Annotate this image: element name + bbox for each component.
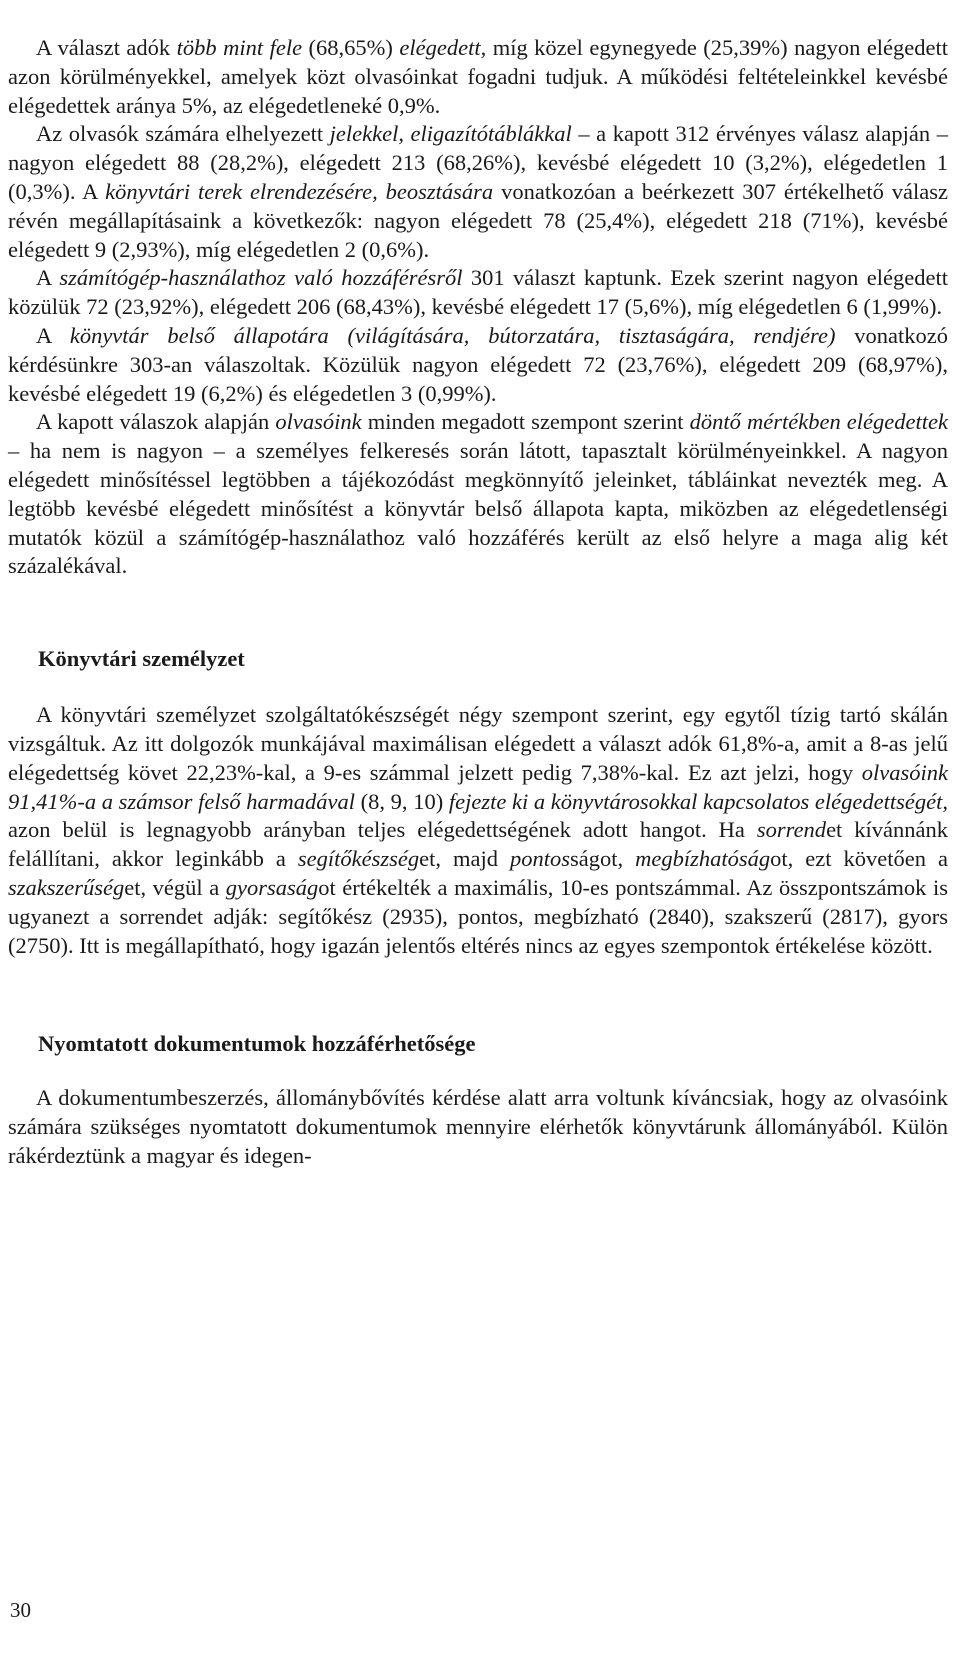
emphasis-text: olvasóink 91,41%-a a számsor felső harmadával	[8, 759, 948, 814]
satisfaction-section	[8, 34, 948, 581]
body-text: et kívánnánk felállítani, akkor leginkább a	[8, 817, 948, 872]
emphasis-text: könyvtár belső állapotára (világítására, bútorzatára, tisztaságára, rendjére)	[69, 322, 836, 348]
body-text: ságot,	[570, 846, 636, 872]
body-text: et, végül a	[124, 874, 226, 900]
body-text: Az olvasók számára elhelyezett	[36, 121, 330, 147]
page-number: 30	[10, 1598, 31, 1622]
body-text: A dokumentumbeszerzés, állománybővítés kérdése alatt arra voltunk kíváncsiak, hogy az olvasóink számára szükséges nyomtatott dokumentumok mennyire elérhetők könyvtárunk állományából. Külön rákérdeztünk a magyar és idegen-	[8, 1085, 948, 1168]
body-text: A könyvtári személyzet szolgáltatókészségét négy szempont szerint, egy egytől tízig tartó skálán vizsgáltuk. Az itt dolgozók munkájával maximálisan elégedett a választ adók 61,8%-a, amit a 8-as jelű elégedettség követ 22,23%-kal, a 9-es számmal jelzett pedig 7,38%-kal. Ez azt jelzi, hogy	[8, 702, 948, 785]
body-text: – a kapott 312 érvényes válasz alapján – nagyon elégedett 88 (28,2%), elégedett 213 (68,26%), kevésbé elégedett 10 (3,2%), elégedetlen 1 (0,3%). A	[8, 121, 948, 204]
emphasis-text: több mint fele	[176, 35, 303, 60]
body-text: et, majd	[419, 846, 510, 872]
body-text: azon belül is legnagyobb arányban teljes elégedettségének adott hangot. Ha	[8, 817, 757, 843]
paragraph-intro	[8, 34, 948, 120]
emphasis-text: pontos	[509, 846, 570, 872]
body-text: ot, ezt követően a	[770, 846, 949, 872]
body-text: A választ adók	[36, 35, 177, 60]
heading-library-staff: Könyvtári személyzet	[38, 646, 245, 672]
emphasis-text: szakszerűség	[8, 874, 125, 900]
paragraph-computer	[8, 264, 948, 322]
body-text: vonatkozó kérdésünkre 303-an válaszoltak. Közülük nagyon elégedett 72 (23,76%), elégedett 209 (68,97%), kevésbé elégedett 19 (6,2%) és elégedetlen 3 (0,99%).	[8, 322, 948, 406]
body-text: A kapott válaszok alapján	[36, 409, 276, 435]
emphasis-text: fejezte ki a könyvtárosokkal kapcsolatos elégedettségét,	[448, 788, 948, 814]
body-text: (8, 9, 10)	[355, 788, 449, 814]
emphasis-text: elégedett,	[399, 35, 487, 60]
emphasis-text: gyorsaság	[225, 874, 319, 900]
body-text: vonatkozóan a beérkezett 307 értékelhető válasz révén megállapításaink a következők: nagyon elégedett 78 (25,4%), elégedett 218 (71%), kevésbé elégedett 9 (2,93%), míg elégedetlen 2 (0,6%).	[8, 178, 948, 262]
paragraph-staff	[8, 701, 948, 960]
paragraph-summary	[8, 408, 948, 581]
emphasis-text: megbízhatóság	[635, 846, 771, 872]
emphasis-text: olvasóink	[275, 409, 362, 435]
emphasis-text: könyvtári terek elrendezésére, beosztására	[105, 178, 494, 204]
documents-section	[8, 1084, 948, 1170]
body-text: minden megadott szempont szerint	[361, 409, 690, 435]
emphasis-text: sorrend	[756, 817, 827, 843]
body-text: ot értékelték a maximális, 10-es pontszámmal. Az összpontszámok is ugyanezt a sorrendet adják: segítőkész (2935), pontos, megbízható (2840), szakszerű (2817), gyors (2750). Itt is megállapítható, hogy igazán jelentős eltérés nincs az egyes szempontok értékelése között.	[8, 874, 948, 958]
body-text: 301 választ kaptunk. Ezek szerint nagyon elégedett közülük 72 (23,92%), elégedett 206 (68,43%), kevésbé elégedett 17 (5,6%), míg elégedetlen 6 (1,99%).	[8, 265, 948, 320]
body-text: – ha nem is nagyon – a személyes felkeresés során látott, tapasztalt körülményeinkkel. A nagyon elégedett minősítéssel legtöbben a tájékozódást megkönnyítő jeleinket, tábláinkat nevezték meg. A legtöbb kevésbé elégedett minősítést a könyvtár belső állapota kapta, miközben az elégedetlenségi mutatók közül a számítógép-használathoz való hozzáférés került az első helyre a maga alig két százalékával.	[8, 438, 948, 579]
paragraph-signs	[8, 120, 948, 264]
emphasis-text: döntő mértékben elégedettek	[689, 409, 948, 435]
body-text: (68,65%)	[302, 35, 400, 60]
paragraph-interior	[8, 322, 948, 408]
body-text: A	[36, 322, 70, 348]
emphasis-text: jelekkel, eligazítótáblákkal	[329, 121, 572, 147]
heading-printed-documents: Nyomtatott dokumentumok hozzáférhetősége	[38, 1031, 476, 1057]
paragraph-docs	[8, 1084, 948, 1170]
staff-section	[8, 701, 948, 960]
emphasis-text: számítógép-használathoz való hozzáférésről	[59, 265, 463, 291]
body-text: A	[36, 265, 60, 291]
emphasis-text: segítőkészség	[297, 846, 420, 872]
body-text: míg közel egynegyede (25,39%) nagyon elégedett azon körülményekkel, amelyek közt olvasóinkat fogadni tudjuk. A működési feltételeinkkel kevésbé elégedettek aránya 5%, az elégedetleneké 0,9%.	[8, 35, 949, 118]
